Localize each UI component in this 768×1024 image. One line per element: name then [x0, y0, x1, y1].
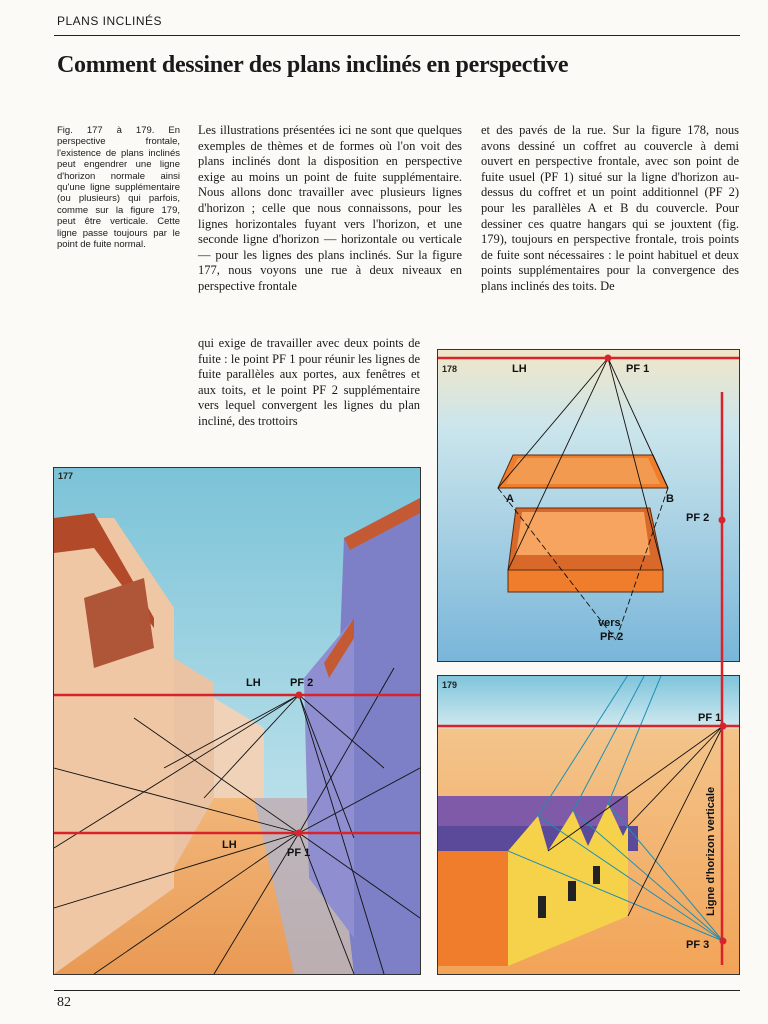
pf2-label-holder: [682, 507, 722, 527]
body-column-1: Les illustrations présentées ici ne sont que quelques exemples de thèmes et de formes où l'on voit des plans inclinés dont la disposition en perspective exige au moins un point de fuite supplémentaire. Nous allons donc travailler avec plusieurs lignes d'horizon ; celle que nous connaissons, pour les lignes horizontales fuyant vers l'horizon, et une seconde ligne d'horizon — horizontale ou verticale — pour les lignes des plans inclinés. Sur la figure 177, nous voyons une rue à deux niveaux en perspective frontale: [198, 123, 462, 293]
hangar-front: [438, 851, 508, 966]
vanishing-point-pf1: [605, 355, 612, 362]
body-column-2: qui exige de travailler avec deux points de fuite : le point PF 1 pour réunir les lignes de fuite parallèles aux portes, aux fenêtres et aux toits, et le point PF 2 supplémentaire vers lequel convergent les lignes du plan incliné, des trottoirs: [198, 336, 420, 428]
label-lh-upper: LH: [246, 677, 261, 689]
label-lh-lower: LH: [222, 839, 237, 851]
figure-caption: Fig. 177 à 179. En perspective frontale, l'existence de plans inclinés peut engendrer une ligne d'horizon normale ainsi qu'une ligne supplémentaire (ou plusieurs) qui parfois, comme sur la figure 179, peut être verticale. Cette ligne passe toujours par le point de fuite normal.: [57, 125, 180, 251]
label-pf1: PF 1: [626, 363, 650, 375]
label-a: A: [506, 493, 514, 505]
label-pf2: PF 2: [686, 512, 710, 524]
label-vertical-horizon: Ligne d'horizon verticale: [705, 786, 717, 916]
header-rule: [54, 35, 740, 36]
vanishing-point-pf2: [296, 692, 303, 699]
label-vers-pf2: PF 2: [600, 631, 624, 643]
running-head: PLANS INCLINÉS: [57, 14, 163, 28]
label-lh: LH: [512, 363, 527, 375]
figure-number: 177: [58, 471, 74, 481]
label-pf2: PF 2: [290, 677, 314, 689]
page-title: Comment dessiner des plans inclinés en perspective: [57, 52, 569, 78]
label-vers: vers: [598, 617, 621, 629]
body-column-3: et des pavés de la rue. Sur la figure 178, nous avons dessiné un coffret au couvercle à demi ouvert en perspective frontale, avec son point de fuite usuel (PF 1) situé sur la ligne d'horizon au-dessus du coffret et un point additionnel (PF 2) pour les parallèles A et B du couvercle. Pour dessiner ces quatre hangars qui se jouxtent (fig. 179), toujours en perspective frontale, trois points de fuite sont nécessaires : le point habituel et deux points supplémentaires pour la convergence des plans inclinés des toits. De: [481, 123, 739, 293]
figure-number: 179: [442, 680, 458, 690]
label-pf3: PF 3: [686, 939, 710, 951]
label-b: B: [666, 493, 674, 505]
hangar-roofs: [438, 796, 628, 826]
page-number: 82: [57, 995, 71, 1010]
footer-rule: [54, 990, 740, 991]
vertical-horizon-line: [715, 392, 729, 965]
figure-179-hangars: [437, 675, 740, 975]
label-pf1: PF 1: [287, 847, 311, 859]
vanishing-point-pf1: [296, 830, 303, 837]
figure-177-street: [53, 467, 421, 975]
label-pf1: PF 1: [698, 712, 722, 724]
figure-178-box: [437, 349, 740, 662]
figure-number: 178: [442, 364, 458, 374]
